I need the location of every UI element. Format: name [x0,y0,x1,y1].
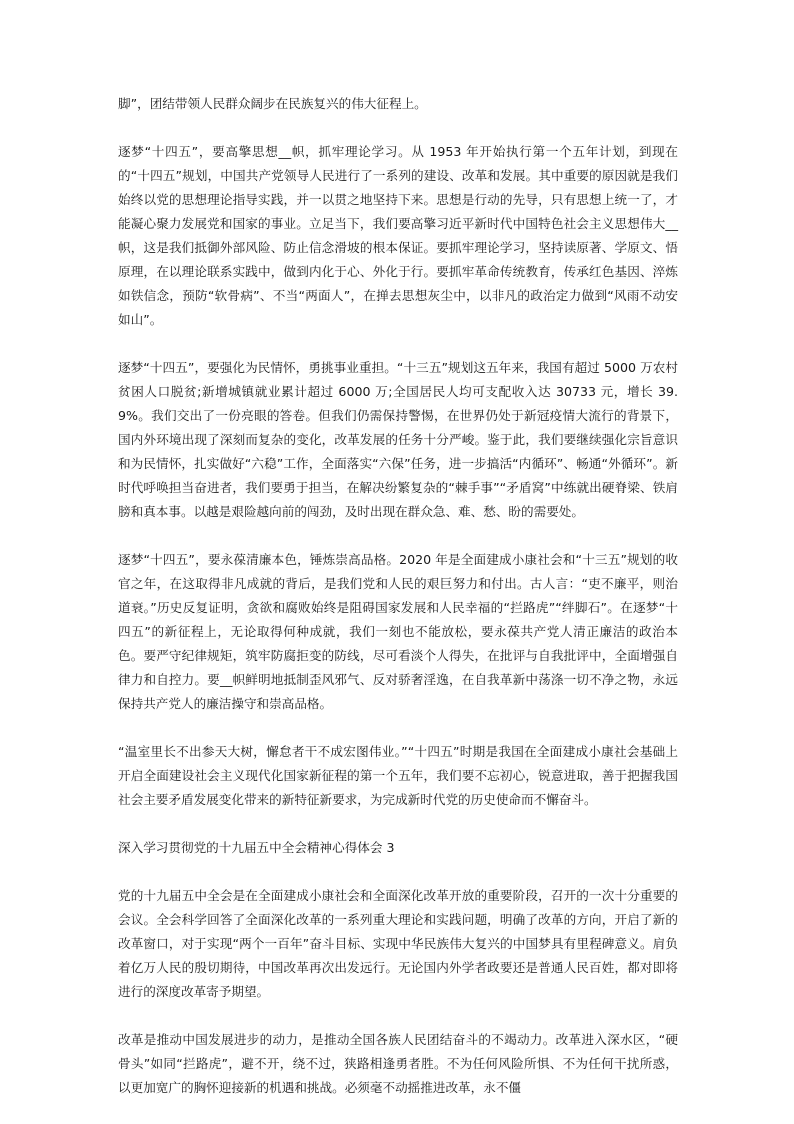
paragraph-quote: “温室里长不出参天大树，懈怠者干不成宏图伟业。”“十四五”时期是我国在全面建成小康社会基础上开启全面建设社会主义现代化国家新征程的第一个五年，我们要不忘初心，锐意进取，善于把握我国社会主要矛盾发展变化带来的新特征新要求，为完成新时代党的历史使命而不懈奋斗。 [118,744,678,807]
paragraph-ideology: 逐梦“十四五”，要高擎思想__帜，抓牢理论学习。从 1953 年开始执行第一个五年计划，到现在的“十四五”规划，中国共产党领导人民进行了一系列的建设、改革和发展。其中重要的原因就是我们始终以党的思想理论指导实践，并一以贯之地坚持下来。思想是行动的先导，只有思想上统一了，才能凝心聚力发展党和国家的事业。立足当下，我们要高擎习近平新时代中国特色社会主义思想伟大__帜，这是我们抵御外部风险、防止信念滑坡的根本保证。要抓牢理论学习，坚持读原著、学原文、悟原理，在以理论联系实践中，做到内化于心、外化于行。要抓牢革命传统教育，传承红色基因、淬炼如铁信念，预防“软骨病”、不当“两面人”，在掸去思想灰尘中，以非凡的政治定力做到“风雨不动安如山”。 [118,144,678,327]
paragraph-plenum: 党的十九届五中全会是在全面建成小康社会和全面深化改革开放的重要阶段，召开的一次十分重要的会议。全会科学回答了全面深化改革的一系列重大理论和实践问题，明确了改革的方向，开启了新的改革窗口，对于实现“两个一百年”奋斗目标、实现中华民族伟大复兴的中国梦具有里程碑意义。肩负着亿万人民的殷切期待，中国改革再次出发远行。无论国内外学者政要还是普通人民百姓，都对即将进行的深度改革寄予期望。 [118,888,678,999]
paragraph-people: 逐梦“十四五”，要强化为民情怀，勇挑事业重担。“十三五”规划这五年来，我国有超过 5000 万农村贫困人口脱贫;新增城镇就业累计超过 6000 万;全国居民人均可支配收入达 30733 元，增长 39.9%。我们交出了一份亮眼的答卷。但我们仍需保持警惕，在世界仍处于新冠疫情大流行的背景下，国内外环境出现了深刻而复杂的变化，改革发展的任务十分严峻。鉴于此，我们要继续强化宗旨意识和为民情怀，扎实做好“六稳”工作，全面落实“六保”任务，进一步搞活“内循环”、畅通“外循环”。新时代呼唤担当奋进者，我们要勇于担当，在解决纷繁复杂的“棘手事”“矛盾窝”中练就出硬脊梁、铁肩膀和真本事。以越是艰险越向前的闯劲，及时出现在群众急、难、愁、盼的需要处。 [118,360,678,519]
paragraph-reform: 改革是推动中国发展进步的动力，是推动全国各族人民团结奋斗的不竭动力。改革进入深水区，“硬骨头”如同“拦路虎”，避不开，绕不过，狭路相逢勇者胜。不为任何风险所惧、不为任何干扰所惑，以更加宽广的胸怀迎接新的机遇和挑战。必须毫不动摇推进改革，永不僵 [118,1032,678,1095]
paragraph-continuation: 脚”，团结带领人民群众阔步在民族复兴的伟大征程上。 [118,96,427,111]
section-heading: 深入学习贯彻党的十九届五中全会精神心得体会 3 [118,840,395,855]
paragraph-integrity: 逐梦“十四五”，要永葆清廉本色，锤炼崇高品格。2020 年是全面建成小康社会和“十三五”规划的收官之年，在这取得非凡成就的背后，是我们党和人民的艰巨努力和付出。古人言：“吏不廉平，则治道衰。”历史反复证明，贪欲和腐败始终是阻碍国家发展和人民幸福的“拦路虎”“绊脚石”。在逐梦“十四五”的新征程上，无论取得何种成就，我们一刻也不能放松，要永葆共产党人清正廉洁的政治本色。要严守纪律规矩，筑牢防腐拒变的防线，尽可看淡个人得失，在批评与自我批评中，全面增强自律力和自控力。要__帜鲜明地抵制歪风邪气、反对骄奢淫逸，在自我革新中荡涤一切不净之物，永远保持共产党人的廉洁操守和崇高品格。 [118,552,678,711]
document-page [118,92,678,1124]
